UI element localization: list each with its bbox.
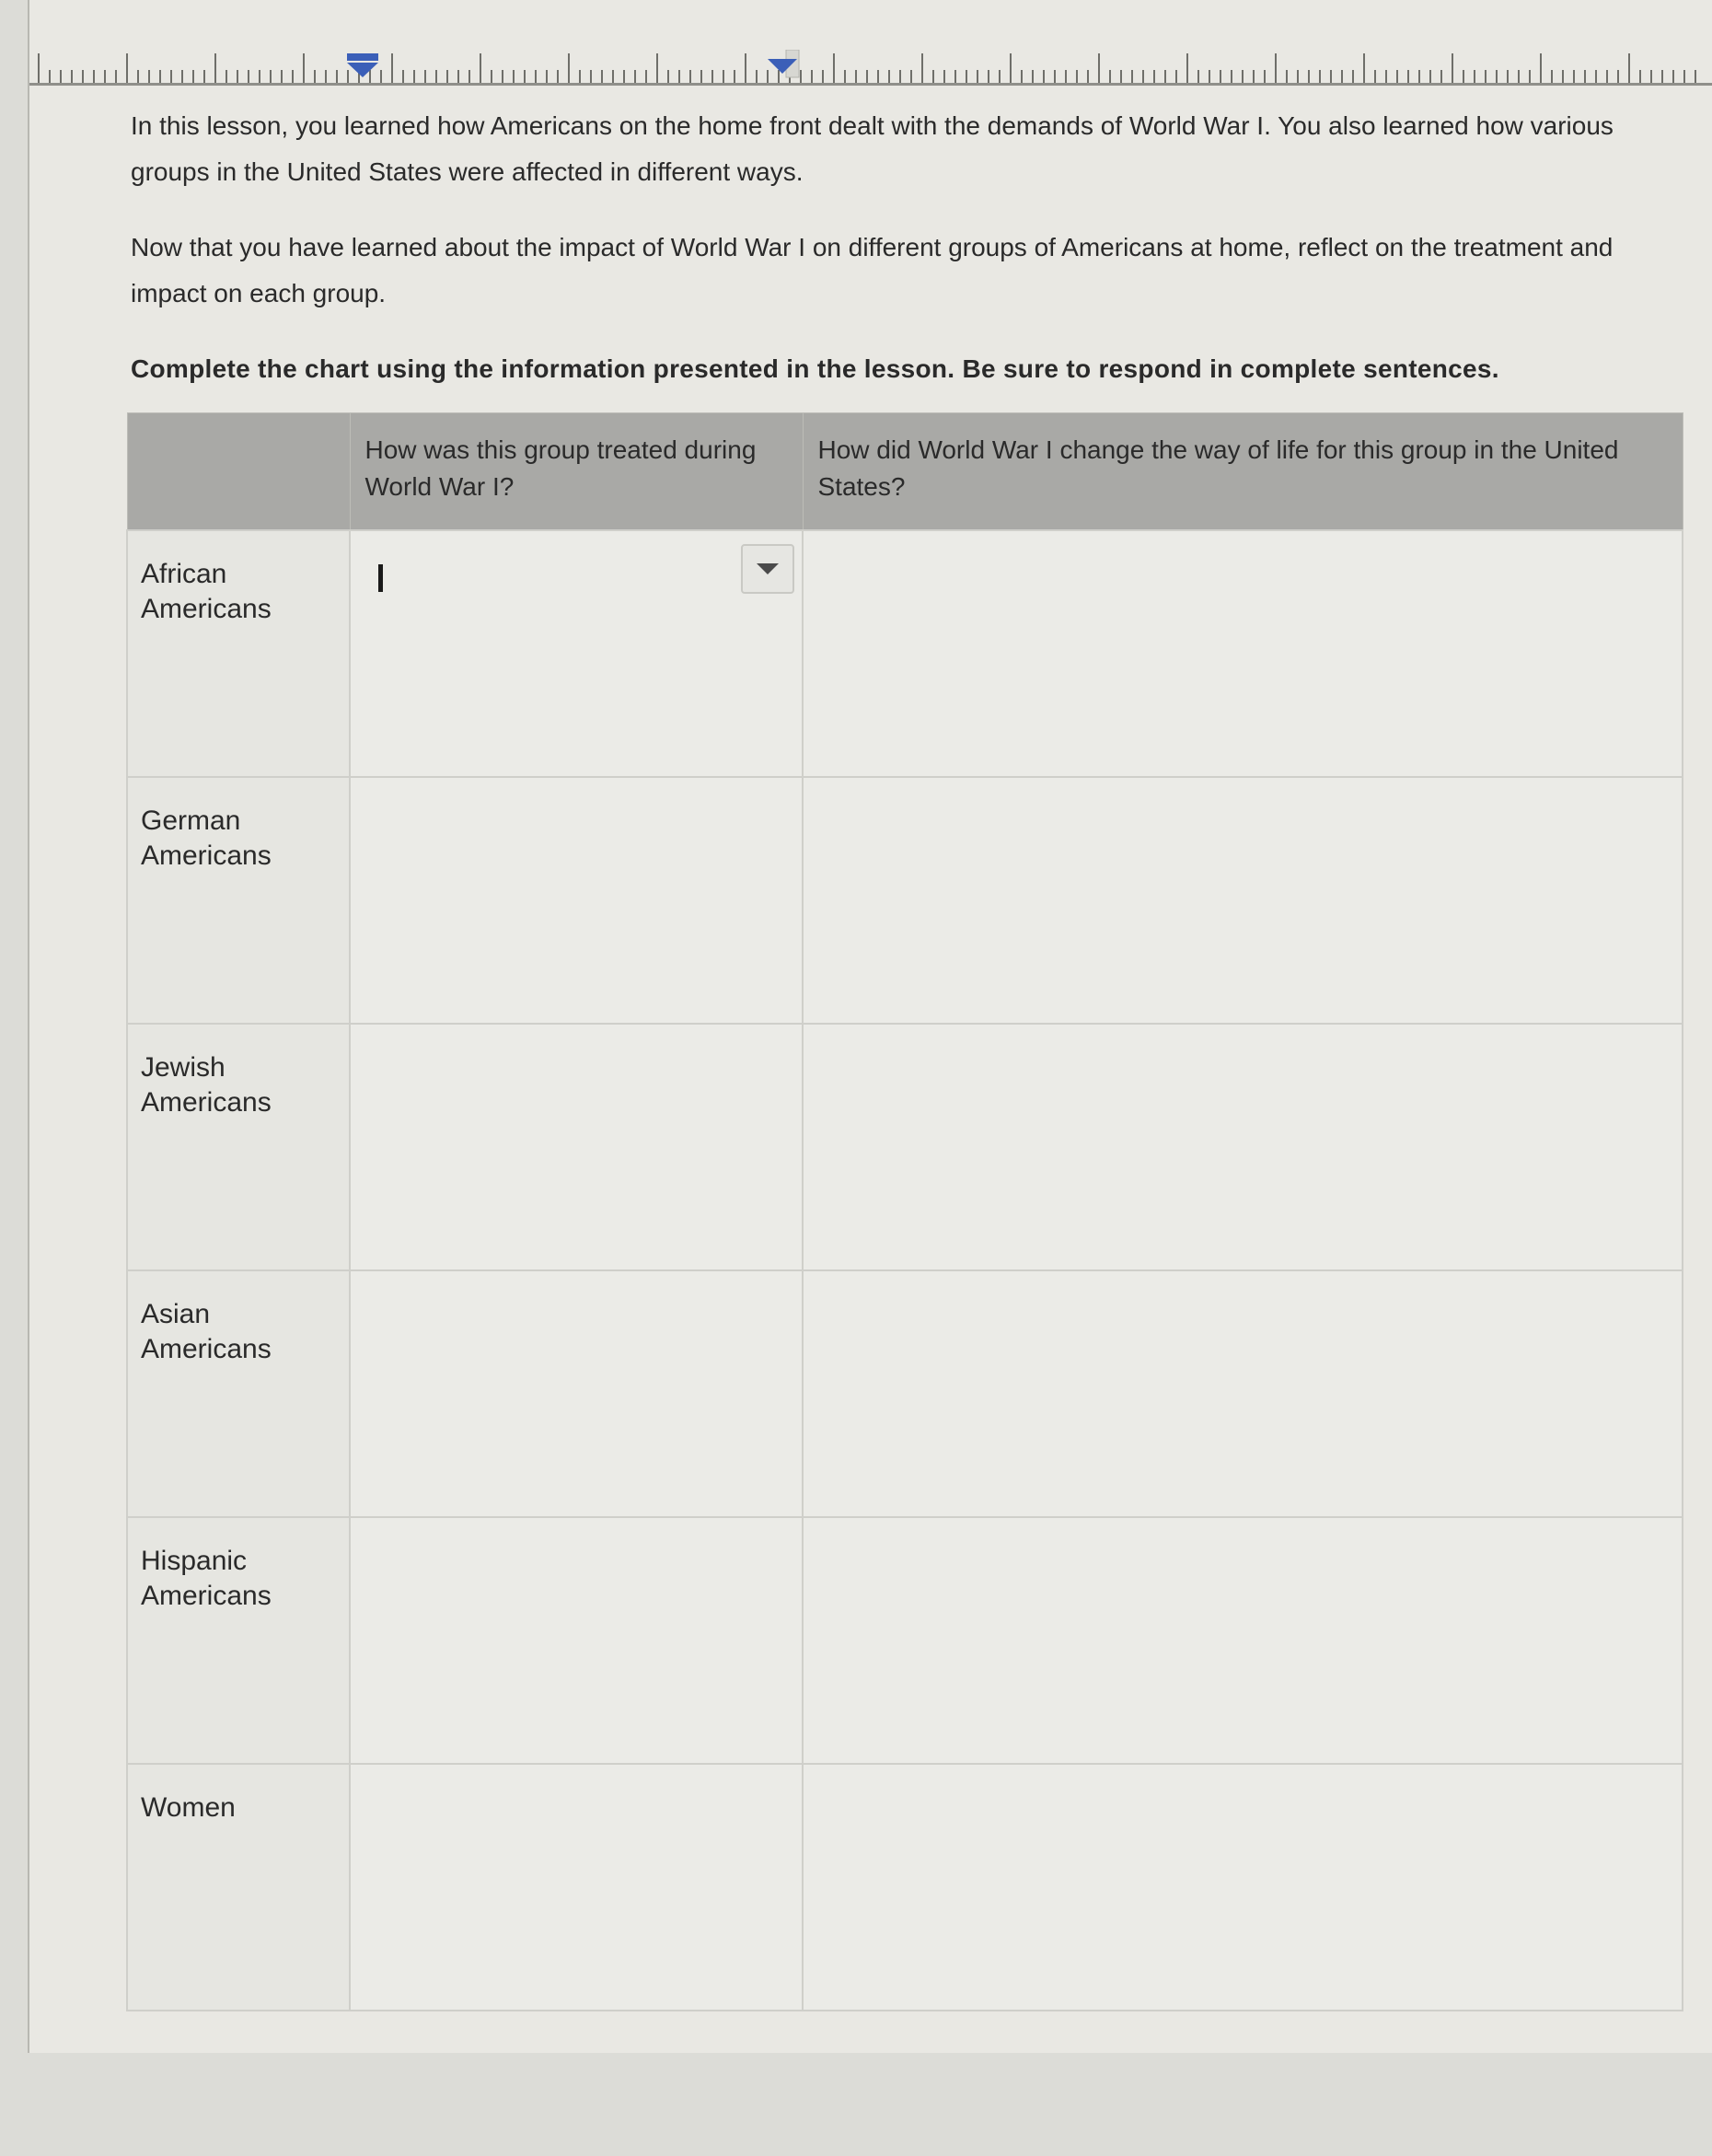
instruction-paragraph-2: Now that you have learned about the impact of World War I on different groups of Americans at home, reflect on the treatment and impact on each group. [131,233,1614,307]
group-cell [127,1270,350,1517]
chevron-down-icon [756,562,780,575]
treatment-answer-cell[interactable] [350,1517,803,1764]
ruler[interactable] [29,37,1712,86]
header-group [127,413,350,531]
group-label: Jewish Americans [141,1052,272,1118]
group-label: Asian Americans [141,1299,272,1364]
treatment-answer-cell[interactable] [350,1024,803,1270]
group-cell [127,1024,350,1270]
group-label: African Americans [141,559,272,624]
change-answer-cell[interactable] [803,1517,1683,1764]
change-answer-cell[interactable] [803,1270,1683,1517]
change-answer-cell[interactable] [803,1764,1683,2011]
treatment-answer-cell[interactable] [350,777,803,1024]
header-treatment: How was this group treated during World War I? [350,413,803,531]
change-answer-cell[interactable] [803,530,1683,777]
group-label: German Americans [141,806,272,871]
group-cell [127,530,350,777]
table-row [127,1270,1683,1517]
table-row [127,1517,1683,1764]
cell-dropdown-button[interactable] [741,544,794,594]
text-cursor [378,564,383,592]
ruler-ticks [29,46,1712,83]
group-label: Women [141,1792,236,1823]
change-answer-cell[interactable] [803,1024,1683,1270]
table-row [127,530,1683,777]
group-cell [127,1764,350,2011]
group-cell [127,777,350,1024]
document-page [28,0,1712,2053]
table-row [127,777,1683,1024]
group-cell [127,1517,350,1764]
treatment-answer-cell[interactable] [350,1764,803,2011]
group-label: Hispanic Americans [141,1546,272,1611]
right-indent-marker-icon[interactable] [766,50,803,87]
treatment-answer-cell[interactable] [350,1270,803,1517]
table-header-row [127,413,1683,531]
table-row [127,1024,1683,1270]
table-row [127,1764,1683,2011]
instructions [131,103,1622,422]
left-indent-marker-icon[interactable] [344,50,381,87]
treatment-answer-cell[interactable] [350,530,803,777]
header-change: How did World War I change the way of life for this group in the United States? [803,413,1683,531]
change-answer-cell[interactable] [803,777,1683,1024]
instruction-paragraph-1: In this lesson, you learned how Americans on the home front dealt with the demands of World War I. You also learned how various groups in the United States were affected in different ways. [131,111,1614,186]
chart-table [126,412,1683,2011]
instruction-paragraph-3: Complete the chart using the information presented in the lesson. Be sure to respond in complete sentences. [131,354,1499,383]
